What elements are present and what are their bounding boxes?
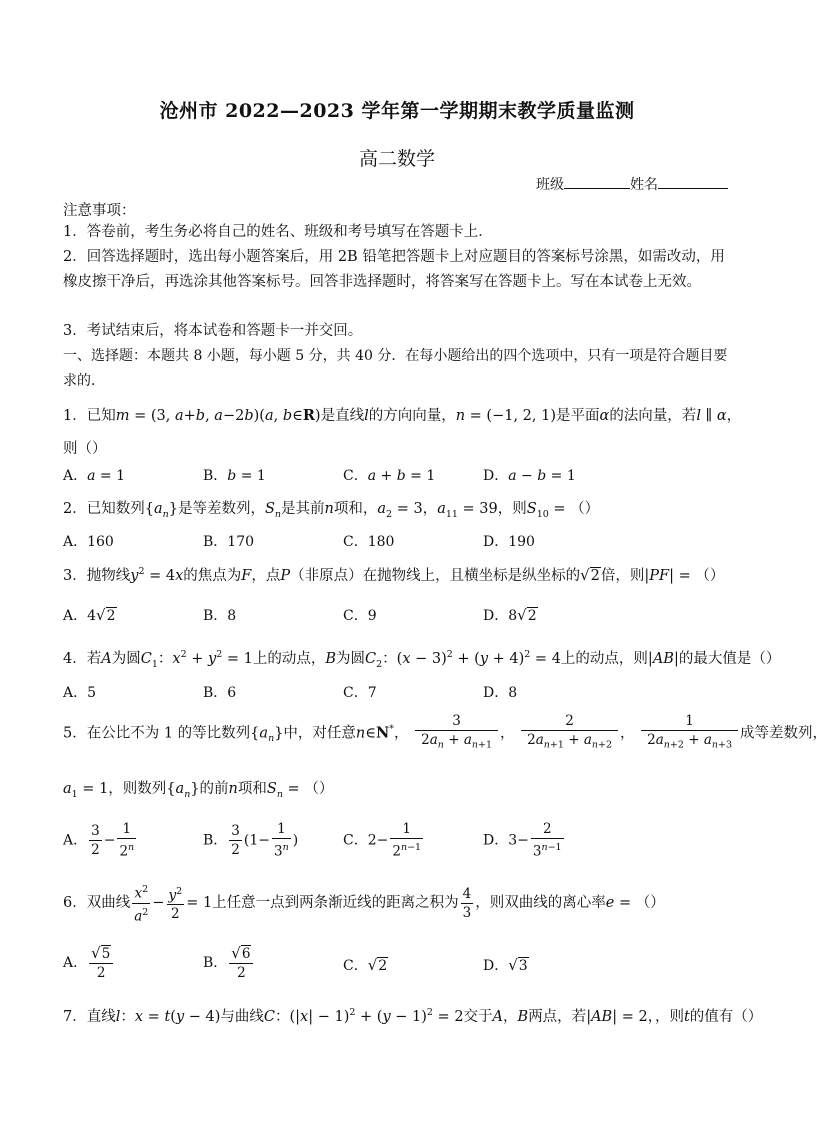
q5-option-b[interactable]: B． $\frac{3}{2}$ (1− $\frac{1}{3^n}$ )	[203, 821, 299, 860]
question-1-tail: 则（）	[63, 441, 107, 457]
question-7: 7．直线l：x = t(y − 4)与曲线C：$(|x| - 1)^2 + (y - 1)^2 = 2$交于A，B两点，若|AB| = 2，，则t的值有（）	[63, 1007, 763, 1025]
q3-option-b[interactable]: B．8	[203, 608, 237, 624]
question-2: 2．已知数列$\{a_n\}$是等差数列，$S_n$是其前n项和，$a_2 = 3$，$a_{11} = 39$，则$S_{10}$ = （）	[63, 501, 600, 520]
notes-heading: 注意事项：	[63, 203, 136, 219]
q4-option-d[interactable]: D．8	[483, 685, 518, 701]
q1-option-a[interactable]: A．a = 1	[63, 468, 126, 484]
q3-option-a[interactable]: A．4√2	[63, 606, 116, 624]
name-label: 姓名	[630, 177, 658, 193]
q2-option-d[interactable]: D．190	[483, 534, 535, 550]
class-label: 班级	[536, 177, 564, 193]
q4-option-c[interactable]: C．7	[343, 685, 377, 701]
q1-option-c[interactable]: C．a + b = 1	[343, 468, 436, 484]
note-item-2: 2．回答选择题时，选出每小题答案后，用 2B 铅笔把答题卡上对应题目的答案标号涂黑，如需改动，用橡皮擦干净后，再选涂其他答案标号。回答非选择题时，将答案写在答题卡上。写在本试卷上无效。	[63, 249, 725, 290]
q1-option-d[interactable]: D．a − b = 1	[483, 468, 576, 484]
q3-option-d[interactable]: D．8√2	[483, 606, 537, 624]
exam-title: 沧州市 2022—2023 学年第一学期期末教学质量监测	[159, 100, 635, 122]
note-item-3: 3．考试结束后，将本试卷和答题卡一并交回。	[63, 323, 363, 339]
question-5: 5．在公比不为 1 的等比数列$\{a_n\}$中，对任意n∈N*， $\frac{3}{2a_n + a_{n+1}}$ ， $\frac{2}{2a_{n+1} + a_{n+2}}$ ， $\frac{1}{2a_{n+2} + a_{n+3}}$ 成等差数列，	[63, 713, 827, 751]
question-4: 4．若A为圆$C_1$：$x^2 + y^2 = 1$上的动点，B为圆$C_2$：$(x - 3)^2 + (y + 4)^2 = 4$上的动点，则|AB|的最大值是（）	[63, 649, 781, 670]
q2-option-a[interactable]: A．160	[63, 534, 114, 550]
section-heading: 一、选择题：本题共 8 小题，每小题 5 分，共 40 分．在每小题给出的四个选项中，只有一项是符合题目要求的．	[63, 348, 728, 389]
q6-option-b[interactable]: B． $\frac{√6}{2}$	[203, 944, 255, 982]
question-5-line2: $a_1 = 1$，则数列$\{a_n\}$的前n项和$S_n$ = （）	[63, 781, 334, 800]
q1-option-b[interactable]: B．b = 1	[203, 468, 266, 484]
q5-option-c[interactable]: C．2− $\frac{1}{2^{n-1}}$	[343, 821, 422, 860]
q4-option-a[interactable]: A．5	[63, 685, 97, 701]
q5-option-a[interactable]: A． $\frac{3}{2}$ − $\frac{1}{2^n}$	[63, 821, 135, 860]
q3-option-c[interactable]: C．9	[343, 608, 377, 624]
q5-option-d[interactable]: D．3− $\frac{2}{3^{n-1}}$	[483, 821, 562, 860]
class-blank[interactable]	[564, 174, 630, 189]
note-item-1: 1．答卷前，考生务必将自己的姓名、班级和考号填写在答题卡上．	[63, 224, 493, 240]
name-blank[interactable]	[658, 174, 728, 189]
q6-option-a[interactable]: A． $\frac{√5}{2}$	[63, 944, 115, 982]
question-6: 6．双曲线 $\frac{x^2}{a^2}$ − $\frac{y^2}{2}$ = 1上任意一点到两条渐近线的距离之积为 $\frac{4}{3}$ ，则双曲线的离心率e = （）	[63, 881, 665, 925]
q2-option-b[interactable]: B．170	[203, 534, 255, 550]
q4-option-b[interactable]: B．6	[203, 685, 237, 701]
class-name-line	[536, 174, 728, 194]
question-3: 3．抛物线$y^2 = 4x$的焦点为F，点P（非原点）在抛物线上，且横坐标是纵坐标的√2倍，则|PF| = （）	[63, 566, 725, 584]
q2-option-c[interactable]: C．180	[343, 534, 395, 550]
exam-subtitle: 高二数学	[358, 148, 435, 170]
q6-option-c[interactable]: C．√2	[343, 956, 388, 974]
question-1: 1．已知m = (3, a+b, a−2b)(a, b∈R)是直线l的方向向量，n = (−1, 2, 1)是平面α的法向量，若l ∥ α，	[63, 407, 742, 424]
q6-option-d[interactable]: D．√3	[483, 956, 528, 974]
